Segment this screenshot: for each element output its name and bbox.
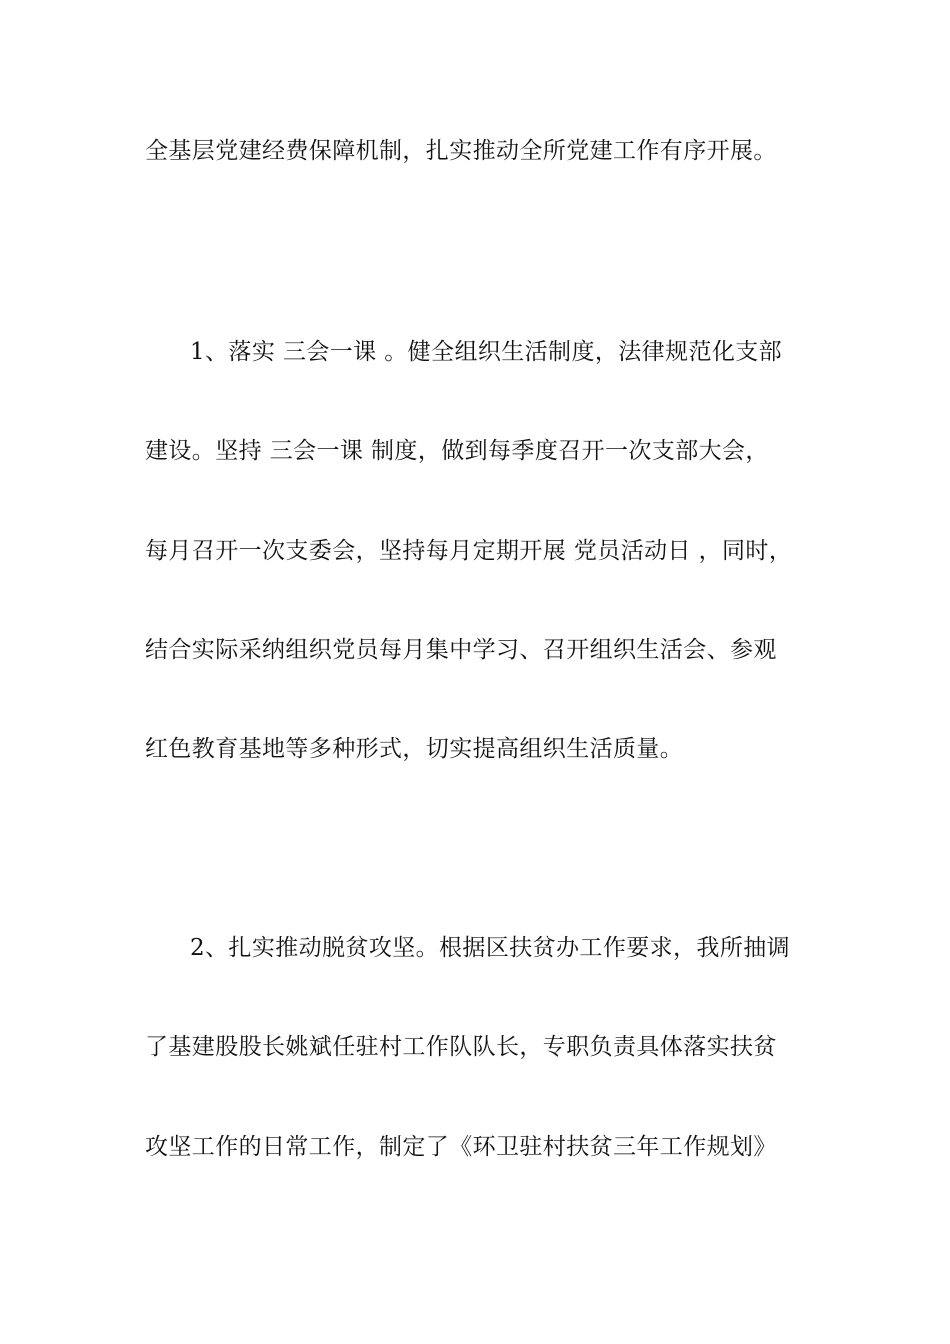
- paragraph-line: 2、扎实推动脱贫攻坚。根据区扶贫办工作要求，我所抽调: [190, 935, 791, 961]
- paragraph-line: 红色教育基地等多种形式，切实提高组织生活质量。: [145, 736, 684, 762]
- paragraph-line: 建设。坚持 三会一课 制度，做到每季度召开一次支部大会，: [145, 438, 769, 464]
- paragraph-line: 了基建股股长姚斌任驻村工作队队长，专职负责具体落实扶贫: [145, 1034, 777, 1060]
- paragraph-line: 1、落实 三会一课 。健全组织生活制度，法律规范化支部: [190, 339, 783, 365]
- paragraph-line: 结合实际采纳组织党员每月集中学习、召开组织生活会、参观: [145, 637, 777, 663]
- paragraph-line: 每月召开一次支委会，坚持每月定期开展 党员活动日 ，同时，: [145, 538, 793, 564]
- paragraph-line: 攻坚工作的日常工作，制定了《环卫驻村扶贫三年工作规划》: [145, 1134, 777, 1160]
- paragraph-line: 全基层党建经费保障机制，扎实推动全所党建工作有序开展。: [145, 138, 777, 164]
